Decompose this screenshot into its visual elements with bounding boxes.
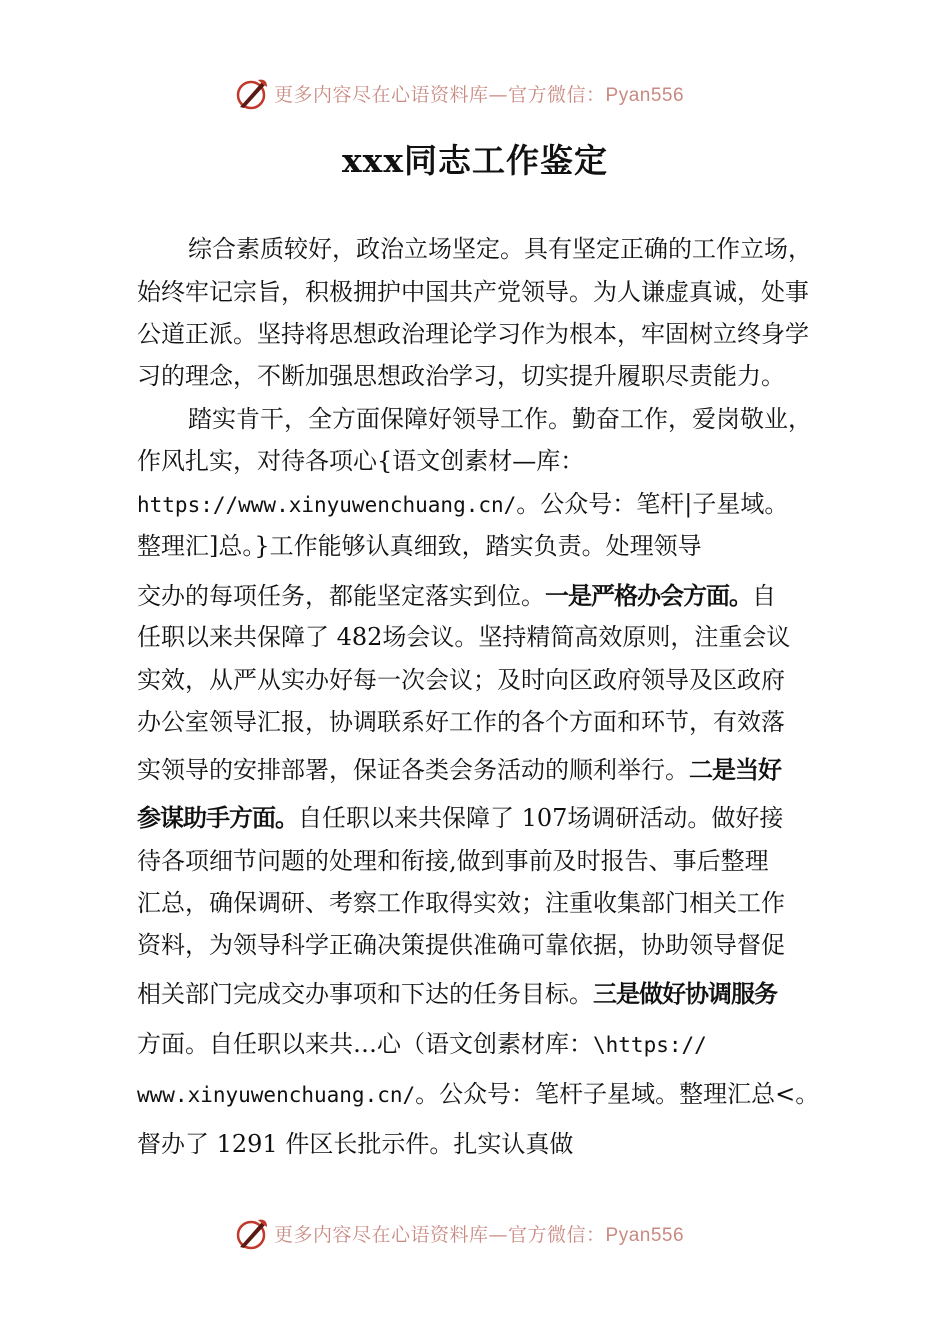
watermark-wechat-id: Pyan556 (605, 1225, 685, 1246)
body-line: 始终牢记宗旨，积极拥护中国共产党领导。为人谦虚真诚，处事 (137, 278, 809, 306)
body-line: 交办的每项任务，都能坚定落实到位。一是严格办会方面。自 (137, 582, 776, 610)
body-line: 汇总，确保调研、考察工作取得实效；注重收集部门相关工作 (137, 889, 785, 917)
watermark-wechat-id: Pyan556 (605, 85, 685, 106)
body-line: 实效，从严从实办好每一次会议；及时向区政府领导及区政府 (137, 666, 785, 694)
watermark-text: 更多内容尽在心语资料库—官方微信：Pyan556 (274, 1224, 685, 1246)
body-line: 资料，为领导科学正确决策提供准确可靠依据，协助领导督促 (137, 931, 785, 959)
body-line: 任职以来共保障了 482场会议。坚持精简高效原则，注重会议 (137, 623, 791, 651)
body-line: 相关部门完成交办事项和下达的任务目标。三是做好协调服务 (137, 980, 777, 1008)
body-line: 督办了 1291 件区长批示件。扎实认真做 (137, 1130, 574, 1158)
body-line: 综合素质较好，政治立场坚定。具有坚定正确的工作立场， (188, 235, 812, 263)
section-heading-2b: 参谋助手方面。 (137, 804, 298, 832)
section-heading-1: 一是严格办会方面。 (545, 582, 752, 610)
body-line: https://www.xinyuwenchuang.cn/。公众号：笔杆|子星域。 (137, 490, 789, 518)
url-text: https://www.xinyuwenchuang.cn/ (137, 493, 517, 517)
watermark-text: 更多内容尽在心语资料库—官方微信：Pyan556 (274, 84, 685, 106)
url-text: www.xinyuwenchuang.cn/ (137, 1083, 416, 1107)
quill-logo-icon (234, 76, 270, 112)
body-line: 办公室领导汇报，协调联系好工作的各个方面和环节，有效落 (137, 708, 785, 736)
body-line: 习的理念，不断加强思想政治学习，切实提升履职尽责能力。 (137, 362, 785, 390)
body-line: 整理汇]总。}工作能够认真细致，踏实负责。处理领导 (137, 532, 702, 560)
section-heading-3: 三是做好协调服务 (593, 980, 777, 1008)
quill-logo-icon (234, 1216, 270, 1252)
watermark-header (0, 72, 950, 112)
body-line: 方面。自任职以来共…心（语文创素材库：\https:// (137, 1030, 707, 1058)
body-line: 待各项细节问题的处理和衔接,做到事前及时报告、事后整理 (137, 847, 769, 875)
document-title: xxx同志工作鉴定 (341, 141, 609, 180)
watermark-footer (0, 1212, 950, 1252)
url-text: \https:// (593, 1033, 707, 1057)
body-line: 公道正派。坚持将思想政治理论学习作为根本，牢固树立终身学 (137, 320, 809, 348)
body-line: 踏实肯干，全方面保障好领导工作。勤奋工作，爱岗敬业， (188, 405, 812, 433)
body-line: www.xinyuwenchuang.cn/。公众号：笔杆子星域。整理汇总<。 (137, 1080, 820, 1108)
body-line: 实领导的安排部署，保证各类会务活动的顺利举行。二是当好 (137, 756, 781, 784)
body-line: 参谋助手方面。自任职以来共保障了 107场调研活动。做好接 (137, 804, 784, 832)
section-heading-2a: 二是当好 (689, 756, 781, 784)
body-line: 作风扎实，对待各项心{语文创素材—库： (137, 447, 585, 475)
